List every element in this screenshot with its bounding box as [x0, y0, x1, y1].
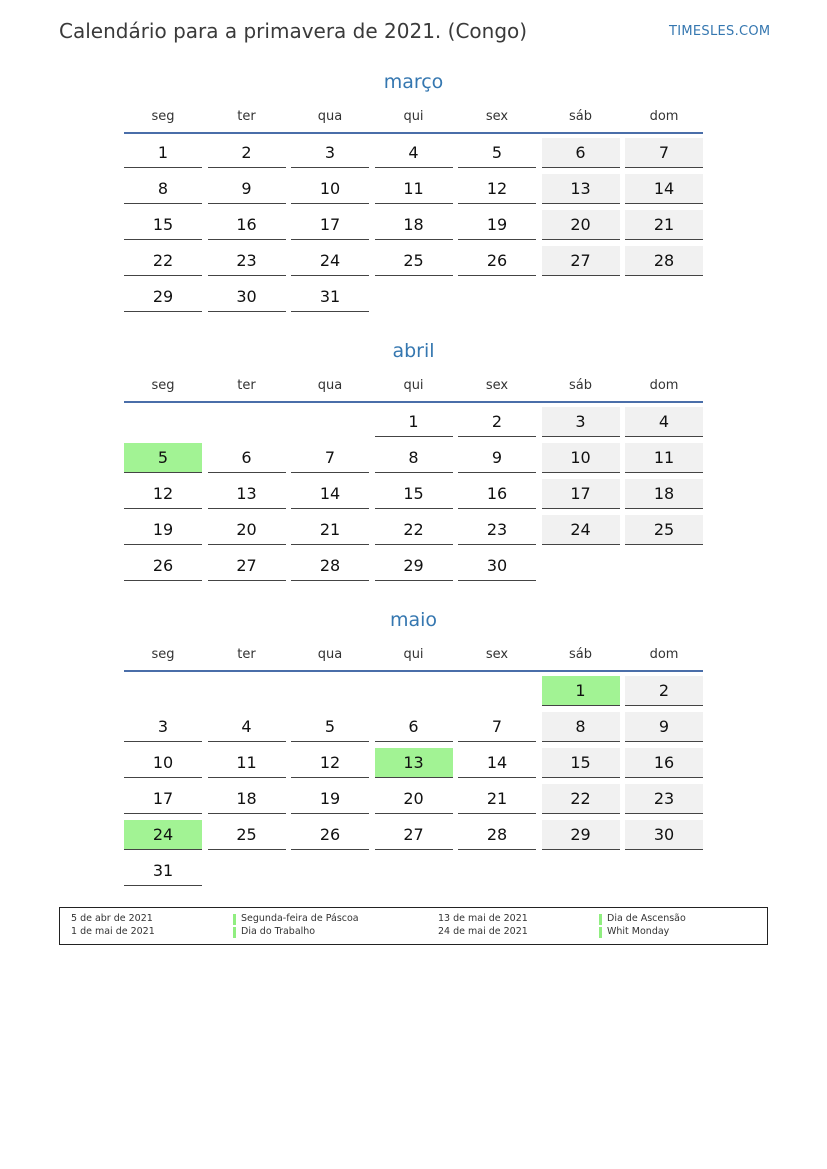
weekday-thu: qui — [403, 647, 424, 662]
day-cell: 28 — [458, 820, 536, 850]
weekday-mon: seg — [151, 647, 175, 662]
day-cell: 25 — [625, 515, 703, 545]
day-cell: 21 — [458, 784, 536, 814]
header-divider — [124, 401, 703, 403]
weekday-mon: seg — [151, 109, 175, 124]
day-cell: 16 — [625, 748, 703, 778]
day-cell: 9 — [625, 712, 703, 742]
day-cell: 7 — [625, 138, 703, 168]
day-cell: 17 — [124, 784, 202, 814]
weekday-header — [124, 378, 703, 394]
holiday-marker — [599, 914, 602, 925]
day-cell: 22 — [375, 515, 453, 545]
day-cell: 18 — [208, 784, 286, 814]
weekday-wed: qua — [317, 109, 343, 124]
day-cell: 5 — [291, 712, 369, 742]
day-cell: 17 — [542, 479, 620, 509]
day-cell: 6 — [208, 443, 286, 473]
day-cell: 31 — [291, 282, 369, 312]
day-cell: 3 — [291, 138, 369, 168]
weekday-wed: qua — [317, 378, 343, 393]
day-cell: 22 — [124, 246, 202, 276]
header-divider — [124, 132, 703, 134]
day-cell: 26 — [458, 246, 536, 276]
day-cell: 27 — [208, 551, 286, 581]
day-cell: 5 — [124, 443, 202, 473]
legend-date: 24 de mai de 2021 — [438, 926, 528, 937]
weekday-sat: sáb — [569, 378, 592, 393]
month-title: abril — [392, 340, 435, 362]
weekday-thu: qui — [403, 378, 424, 393]
brand-link[interactable]: TIMESLES.COM — [669, 24, 771, 39]
day-cell: 11 — [625, 443, 703, 473]
legend-date: 5 de abr de 2021 — [71, 913, 153, 924]
day-cell: 27 — [375, 820, 453, 850]
day-cell: 8 — [375, 443, 453, 473]
day-cell: 26 — [291, 820, 369, 850]
day-cell: 24 — [291, 246, 369, 276]
day-cell: 6 — [542, 138, 620, 168]
day-cell: 3 — [542, 407, 620, 437]
month-may — [124, 609, 703, 894]
weekday-tue: ter — [237, 378, 256, 393]
holiday-marker — [233, 927, 236, 938]
weekday-mon: seg — [151, 378, 175, 393]
day-cell: 7 — [458, 712, 536, 742]
day-cell: 20 — [542, 210, 620, 240]
day-cell: 4 — [208, 712, 286, 742]
day-cell: 2 — [625, 676, 703, 706]
weekday-sat: sáb — [569, 109, 592, 124]
day-cell: 21 — [625, 210, 703, 240]
day-cell: 6 — [375, 712, 453, 742]
day-cell: 10 — [124, 748, 202, 778]
day-cell: 9 — [208, 174, 286, 204]
day-cell: 24 — [124, 820, 202, 850]
day-cell: 14 — [291, 479, 369, 509]
day-cell: 19 — [291, 784, 369, 814]
day-cell: 30 — [458, 551, 536, 581]
day-cell: 12 — [124, 479, 202, 509]
day-cell: 13 — [375, 748, 453, 778]
weekday-wed: qua — [317, 647, 343, 662]
header-divider — [124, 670, 703, 672]
day-cell: 18 — [375, 210, 453, 240]
day-cell: 11 — [208, 748, 286, 778]
day-cell: 15 — [375, 479, 453, 509]
day-cell: 23 — [458, 515, 536, 545]
day-cell: 23 — [208, 246, 286, 276]
weekday-tue: ter — [237, 647, 256, 662]
day-cell: 16 — [208, 210, 286, 240]
holiday-legend — [59, 907, 768, 945]
day-cell: 12 — [291, 748, 369, 778]
weekday-fri: sex — [485, 647, 509, 662]
day-cell: 14 — [625, 174, 703, 204]
day-cell: 27 — [542, 246, 620, 276]
day-cell: 19 — [124, 515, 202, 545]
day-cell: 5 — [458, 138, 536, 168]
weekday-sun: dom — [649, 378, 679, 393]
day-cell: 17 — [291, 210, 369, 240]
day-cell: 31 — [124, 856, 202, 886]
legend-holiday-name: Dia de Ascensão — [607, 913, 686, 924]
day-cell: 15 — [124, 210, 202, 240]
day-cell: 14 — [458, 748, 536, 778]
day-cell: 11 — [375, 174, 453, 204]
day-cell: 16 — [458, 479, 536, 509]
month-title: maio — [389, 609, 438, 631]
day-cell: 8 — [542, 712, 620, 742]
day-cell: 1 — [375, 407, 453, 437]
day-cell: 26 — [124, 551, 202, 581]
weekday-thu: qui — [403, 109, 424, 124]
day-cell: 7 — [291, 443, 369, 473]
day-cell: 3 — [124, 712, 202, 742]
day-cell: 18 — [625, 479, 703, 509]
day-cell: 4 — [375, 138, 453, 168]
day-cell: 10 — [291, 174, 369, 204]
weekday-header — [124, 647, 703, 663]
day-cell: 2 — [458, 407, 536, 437]
weekday-fri: sex — [485, 109, 509, 124]
holiday-marker — [233, 914, 236, 925]
day-cell: 29 — [124, 282, 202, 312]
day-cell: 8 — [124, 174, 202, 204]
holiday-marker — [599, 927, 602, 938]
legend-date: 13 de mai de 2021 — [438, 913, 528, 924]
day-cell: 12 — [458, 174, 536, 204]
day-cell: 28 — [291, 551, 369, 581]
day-cell: 25 — [208, 820, 286, 850]
day-cell: 30 — [625, 820, 703, 850]
day-cell: 1 — [124, 138, 202, 168]
day-cell: 10 — [542, 443, 620, 473]
weekday-header — [124, 109, 703, 125]
day-cell: 4 — [625, 407, 703, 437]
legend-holiday-name: Segunda-feira de Páscoa — [241, 913, 359, 924]
day-cell: 19 — [458, 210, 536, 240]
month-april — [124, 340, 703, 590]
legend-holiday-name: Dia do Trabalho — [241, 926, 316, 937]
day-cell: 13 — [542, 174, 620, 204]
day-cell: 21 — [291, 515, 369, 545]
weekday-sat: sáb — [569, 647, 592, 662]
day-cell: 24 — [542, 515, 620, 545]
legend-holiday-name: Whit Monday — [607, 926, 670, 937]
day-cell: 1 — [542, 676, 620, 706]
day-cell: 9 — [458, 443, 536, 473]
day-cell: 23 — [625, 784, 703, 814]
day-cell: 15 — [542, 748, 620, 778]
weekday-tue: ter — [237, 109, 256, 124]
day-cell: 30 — [208, 282, 286, 312]
weekday-sun: dom — [649, 647, 679, 662]
day-cell: 13 — [208, 479, 286, 509]
day-cell: 29 — [542, 820, 620, 850]
day-cell: 25 — [375, 246, 453, 276]
day-cell: 2 — [208, 138, 286, 168]
month-march — [124, 71, 703, 321]
day-cell: 20 — [375, 784, 453, 814]
page-title: Calendário para a primavera de 2021. (Congo) — [59, 19, 528, 43]
weekday-sun: dom — [649, 109, 679, 124]
month-title: março — [383, 71, 444, 93]
legend-date: 1 de mai de 2021 — [71, 926, 155, 937]
day-cell: 20 — [208, 515, 286, 545]
day-cell: 28 — [625, 246, 703, 276]
day-cell: 22 — [542, 784, 620, 814]
day-cell: 29 — [375, 551, 453, 581]
weekday-fri: sex — [485, 378, 509, 393]
